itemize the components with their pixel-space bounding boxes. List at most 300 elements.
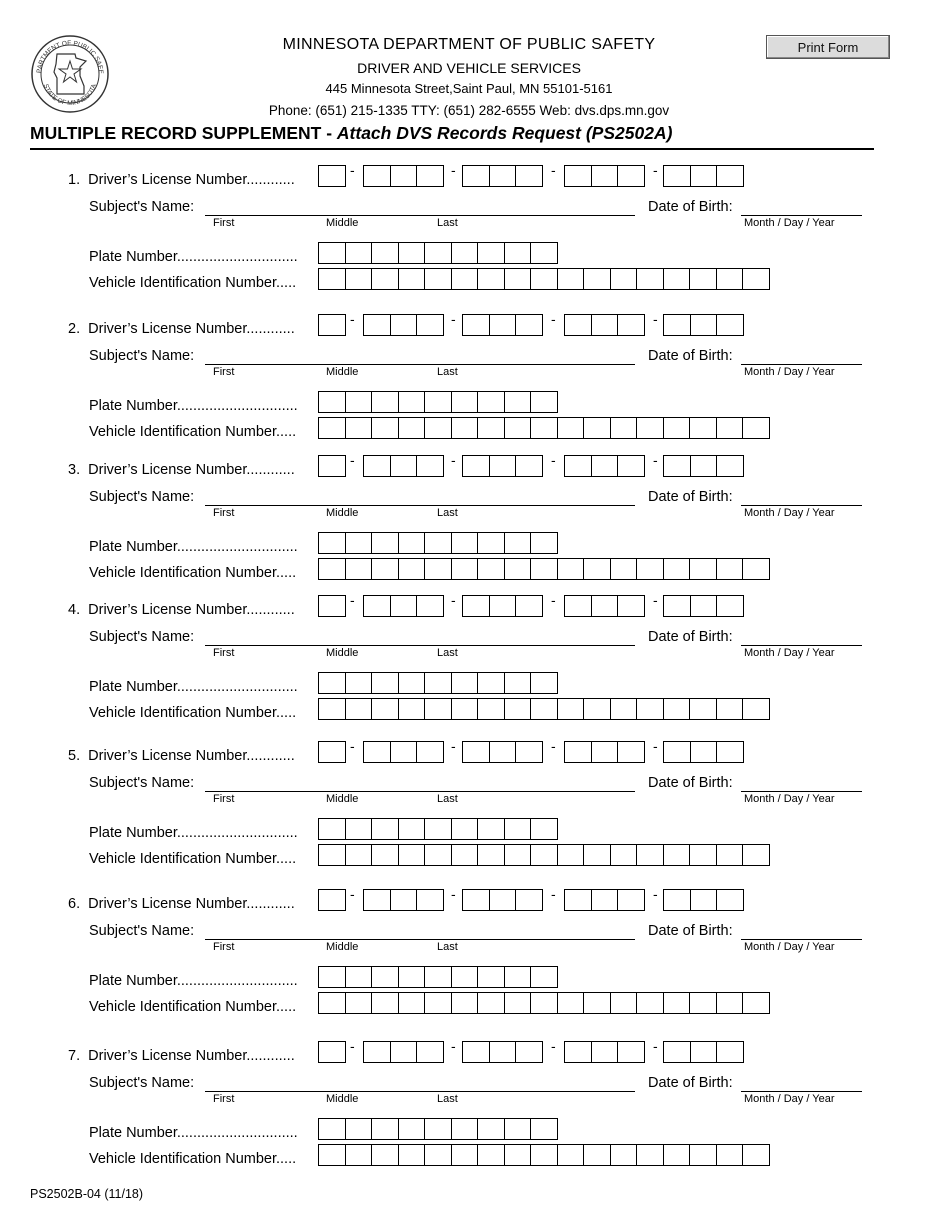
plate-number-field[interactable] [318,1118,557,1140]
char-box[interactable] [318,992,346,1014]
dl-field-group-4[interactable] [663,314,743,336]
char-box[interactable] [390,455,418,477]
char-box[interactable] [371,698,399,720]
char-box[interactable] [477,391,505,413]
char-box[interactable] [462,595,490,617]
dob-input[interactable] [741,791,862,792]
char-box[interactable] [318,558,346,580]
char-box[interactable] [583,992,611,1014]
char-box[interactable] [345,417,373,439]
char-box[interactable] [716,698,744,720]
char-box[interactable] [416,741,444,763]
char-box[interactable] [345,268,373,290]
char-box[interactable] [591,1041,619,1063]
char-box[interactable] [504,268,532,290]
char-box[interactable] [610,268,638,290]
char-box[interactable] [716,165,744,187]
char-box[interactable] [617,455,645,477]
dl-field-prefix[interactable] [318,455,345,477]
char-box[interactable] [345,1118,373,1140]
char-box[interactable] [371,532,399,554]
char-box[interactable] [636,1144,664,1166]
char-box[interactable] [504,1118,532,1140]
dl-field-group-3[interactable] [564,165,644,187]
char-box[interactable] [462,1041,490,1063]
char-box[interactable] [591,314,619,336]
subject-name-input[interactable] [205,364,635,365]
char-box[interactable] [345,672,373,694]
char-box[interactable] [477,1118,505,1140]
char-box[interactable] [564,741,592,763]
char-box[interactable] [663,314,691,336]
subject-name-input[interactable] [205,645,635,646]
char-box[interactable] [530,1144,558,1166]
char-box[interactable] [610,558,638,580]
char-box[interactable] [716,314,744,336]
char-box[interactable] [716,455,744,477]
char-box[interactable] [345,966,373,988]
char-box[interactable] [318,391,346,413]
char-box[interactable] [462,741,490,763]
char-box[interactable] [424,844,452,866]
vin-field[interactable] [318,558,769,580]
char-box[interactable] [398,1144,426,1166]
dl-field-group-3[interactable] [564,889,644,911]
char-box[interactable] [462,314,490,336]
char-box[interactable] [504,966,532,988]
char-box[interactable] [424,992,452,1014]
char-box[interactable] [398,391,426,413]
char-box[interactable] [345,532,373,554]
char-box[interactable] [416,455,444,477]
char-box[interactable] [318,532,346,554]
char-box[interactable] [363,314,391,336]
char-box[interactable] [462,455,490,477]
char-box[interactable] [663,844,691,866]
char-box[interactable] [610,844,638,866]
char-box[interactable] [371,818,399,840]
char-box[interactable] [690,595,718,617]
char-box[interactable] [477,992,505,1014]
char-box[interactable] [515,1041,543,1063]
char-box[interactable] [515,165,543,187]
char-box[interactable] [515,595,543,617]
dl-field-prefix[interactable] [318,595,345,617]
char-box[interactable] [617,165,645,187]
char-box[interactable] [591,595,619,617]
char-box[interactable] [424,391,452,413]
char-box[interactable] [690,1041,718,1063]
char-box[interactable] [742,558,770,580]
char-box[interactable] [451,417,479,439]
dl-field-group-2[interactable] [462,595,542,617]
char-box[interactable] [689,844,717,866]
char-box[interactable] [689,992,717,1014]
char-box[interactable] [557,992,585,1014]
char-box[interactable] [318,672,346,694]
char-box[interactable] [636,558,664,580]
dob-input[interactable] [741,939,862,940]
char-box[interactable] [689,1144,717,1166]
vin-field[interactable] [318,698,769,720]
char-box[interactable] [489,595,517,617]
char-box[interactable] [663,558,691,580]
char-box[interactable] [716,844,744,866]
char-box[interactable] [690,165,718,187]
char-box[interactable] [451,532,479,554]
dob-input[interactable] [741,645,862,646]
subject-name-input[interactable] [205,939,635,940]
char-box[interactable] [689,698,717,720]
char-box[interactable] [424,242,452,264]
char-box[interactable] [398,698,426,720]
dob-input[interactable] [741,215,862,216]
char-box[interactable] [318,1041,346,1063]
char-box[interactable] [416,1041,444,1063]
char-box[interactable] [515,741,543,763]
dl-field-group-3[interactable] [564,741,644,763]
char-box[interactable] [742,992,770,1014]
subject-name-input[interactable] [205,505,635,506]
char-box[interactable] [371,1144,399,1166]
char-box[interactable] [451,268,479,290]
char-box[interactable] [716,741,744,763]
char-box[interactable] [371,844,399,866]
char-box[interactable] [617,741,645,763]
char-box[interactable] [477,558,505,580]
dl-field-group-1[interactable] [363,1041,443,1063]
char-box[interactable] [564,889,592,911]
dl-field-prefix[interactable] [318,1041,345,1063]
dl-field-group-1[interactable] [363,741,443,763]
char-box[interactable] [591,889,619,911]
char-box[interactable] [318,595,346,617]
char-box[interactable] [424,1118,452,1140]
char-box[interactable] [742,1144,770,1166]
char-box[interactable] [451,391,479,413]
dl-field-group-1[interactable] [363,595,443,617]
char-box[interactable] [557,844,585,866]
char-box[interactable] [583,1144,611,1166]
vin-field[interactable] [318,992,769,1014]
char-box[interactable] [318,455,346,477]
char-box[interactable] [363,455,391,477]
char-box[interactable] [451,698,479,720]
char-box[interactable] [515,889,543,911]
dl-field-group-4[interactable] [663,1041,743,1063]
char-box[interactable] [690,314,718,336]
char-box[interactable] [424,268,452,290]
char-box[interactable] [345,992,373,1014]
char-box[interactable] [716,558,744,580]
char-box[interactable] [504,672,532,694]
char-box[interactable] [530,391,558,413]
dl-field-group-1[interactable] [363,165,443,187]
char-box[interactable] [371,417,399,439]
char-box[interactable] [318,1144,346,1166]
char-box[interactable] [515,455,543,477]
char-box[interactable] [416,314,444,336]
subject-name-input[interactable] [205,791,635,792]
char-box[interactable] [742,698,770,720]
char-box[interactable] [363,165,391,187]
char-box[interactable] [390,595,418,617]
char-box[interactable] [557,268,585,290]
char-box[interactable] [318,314,346,336]
char-box[interactable] [424,966,452,988]
char-box[interactable] [564,595,592,617]
char-box[interactable] [530,818,558,840]
dl-field-group-2[interactable] [462,1041,542,1063]
dl-field-group-4[interactable] [663,165,743,187]
char-box[interactable] [583,268,611,290]
char-box[interactable] [504,992,532,1014]
char-box[interactable] [530,672,558,694]
char-box[interactable] [636,417,664,439]
char-box[interactable] [617,1041,645,1063]
char-box[interactable] [398,417,426,439]
char-box[interactable] [663,741,691,763]
char-box[interactable] [318,242,346,264]
char-box[interactable] [610,417,638,439]
char-box[interactable] [583,844,611,866]
char-box[interactable] [371,558,399,580]
char-box[interactable] [489,889,517,911]
dl-field-group-2[interactable] [462,165,542,187]
char-box[interactable] [477,818,505,840]
char-box[interactable] [390,314,418,336]
char-box[interactable] [398,1118,426,1140]
char-box[interactable] [591,165,619,187]
char-box[interactable] [477,532,505,554]
char-box[interactable] [591,741,619,763]
char-box[interactable] [610,1144,638,1166]
char-box[interactable] [451,1144,479,1166]
char-box[interactable] [477,698,505,720]
char-box[interactable] [489,165,517,187]
dl-field-group-2[interactable] [462,314,542,336]
char-box[interactable] [742,417,770,439]
dl-field-group-2[interactable] [462,455,542,477]
char-box[interactable] [557,558,585,580]
char-box[interactable] [504,532,532,554]
char-box[interactable] [424,698,452,720]
char-box[interactable] [504,242,532,264]
char-box[interactable] [530,558,558,580]
plate-number-field[interactable] [318,966,557,988]
char-box[interactable] [663,1144,691,1166]
char-box[interactable] [363,595,391,617]
char-box[interactable] [557,417,585,439]
char-box[interactable] [371,992,399,1014]
dl-field-group-4[interactable] [663,455,743,477]
char-box[interactable] [564,455,592,477]
char-box[interactable] [451,672,479,694]
char-box[interactable] [716,889,744,911]
char-box[interactable] [663,455,691,477]
char-box[interactable] [477,417,505,439]
char-box[interactable] [363,889,391,911]
plate-number-field[interactable] [318,818,557,840]
char-box[interactable] [530,698,558,720]
char-box[interactable] [716,417,744,439]
char-box[interactable] [663,268,691,290]
char-box[interactable] [477,966,505,988]
char-box[interactable] [477,268,505,290]
char-box[interactable] [398,558,426,580]
dl-field-group-4[interactable] [663,889,743,911]
dl-field-group-1[interactable] [363,314,443,336]
char-box[interactable] [530,417,558,439]
vin-field[interactable] [318,1144,769,1166]
char-box[interactable] [416,595,444,617]
char-box[interactable] [504,558,532,580]
char-box[interactable] [583,698,611,720]
char-box[interactable] [390,741,418,763]
char-box[interactable] [690,889,718,911]
char-box[interactable] [583,417,611,439]
dl-field-group-1[interactable] [363,889,443,911]
char-box[interactable] [318,165,346,187]
char-box[interactable] [363,1041,391,1063]
char-box[interactable] [636,992,664,1014]
char-box[interactable] [617,889,645,911]
dl-field-prefix[interactable] [318,165,345,187]
char-box[interactable] [663,889,691,911]
dl-field-group-2[interactable] [462,741,542,763]
char-box[interactable] [591,455,619,477]
char-box[interactable] [564,165,592,187]
dl-field-group-3[interactable] [564,1041,644,1063]
char-box[interactable] [530,844,558,866]
char-box[interactable] [742,268,770,290]
char-box[interactable] [424,1144,452,1166]
char-box[interactable] [424,672,452,694]
vin-field[interactable] [318,268,769,290]
char-box[interactable] [345,391,373,413]
char-box[interactable] [416,165,444,187]
char-box[interactable] [477,844,505,866]
char-box[interactable] [398,844,426,866]
char-box[interactable] [451,844,479,866]
char-box[interactable] [557,698,585,720]
char-box[interactable] [345,818,373,840]
char-box[interactable] [636,844,664,866]
subject-name-input[interactable] [205,1091,635,1092]
char-box[interactable] [318,889,346,911]
char-box[interactable] [318,741,346,763]
char-box[interactable] [451,242,479,264]
char-box[interactable] [610,992,638,1014]
char-box[interactable] [716,595,744,617]
char-box[interactable] [742,844,770,866]
plate-number-field[interactable] [318,391,557,413]
char-box[interactable] [345,698,373,720]
dl-field-group-2[interactable] [462,889,542,911]
char-box[interactable] [318,844,346,866]
char-box[interactable] [371,391,399,413]
dl-field-group-4[interactable] [663,741,743,763]
dl-field-prefix[interactable] [318,889,345,911]
char-box[interactable] [504,698,532,720]
char-box[interactable] [689,268,717,290]
char-box[interactable] [530,992,558,1014]
char-box[interactable] [398,242,426,264]
char-box[interactable] [451,818,479,840]
char-box[interactable] [318,417,346,439]
char-box[interactable] [663,165,691,187]
subject-name-input[interactable] [205,215,635,216]
char-box[interactable] [318,268,346,290]
char-box[interactable] [477,242,505,264]
char-box[interactable] [477,1144,505,1166]
char-box[interactable] [371,1118,399,1140]
char-box[interactable] [610,698,638,720]
char-box[interactable] [564,314,592,336]
char-box[interactable] [530,268,558,290]
char-box[interactable] [371,672,399,694]
plate-number-field[interactable] [318,532,557,554]
char-box[interactable] [371,268,399,290]
char-box[interactable] [451,992,479,1014]
char-box[interactable] [489,314,517,336]
char-box[interactable] [416,889,444,911]
char-box[interactable] [345,242,373,264]
char-box[interactable] [398,532,426,554]
char-box[interactable] [617,595,645,617]
dl-field-group-1[interactable] [363,455,443,477]
char-box[interactable] [451,558,479,580]
char-box[interactable] [504,818,532,840]
char-box[interactable] [462,165,490,187]
char-box[interactable] [371,242,399,264]
char-box[interactable] [398,992,426,1014]
char-box[interactable] [424,532,452,554]
char-box[interactable] [345,558,373,580]
char-box[interactable] [617,314,645,336]
char-box[interactable] [716,992,744,1014]
char-box[interactable] [504,417,532,439]
char-box[interactable] [424,417,452,439]
char-box[interactable] [398,268,426,290]
dl-field-group-3[interactable] [564,455,644,477]
char-box[interactable] [689,417,717,439]
char-box[interactable] [636,698,664,720]
char-box[interactable] [716,1144,744,1166]
char-box[interactable] [398,818,426,840]
dob-input[interactable] [741,1091,862,1092]
char-box[interactable] [636,268,664,290]
char-box[interactable] [363,741,391,763]
char-box[interactable] [663,595,691,617]
char-box[interactable] [345,1144,373,1166]
char-box[interactable] [318,698,346,720]
char-box[interactable] [530,966,558,988]
dl-field-group-3[interactable] [564,314,644,336]
print-form-button[interactable]: Print Form [766,35,890,59]
dl-field-group-4[interactable] [663,595,743,617]
char-box[interactable] [345,844,373,866]
char-box[interactable] [318,966,346,988]
char-box[interactable] [663,1041,691,1063]
vin-field[interactable] [318,844,769,866]
char-box[interactable] [424,558,452,580]
char-box[interactable] [504,1144,532,1166]
char-box[interactable] [371,966,399,988]
char-box[interactable] [390,1041,418,1063]
char-box[interactable] [564,1041,592,1063]
char-box[interactable] [530,1118,558,1140]
